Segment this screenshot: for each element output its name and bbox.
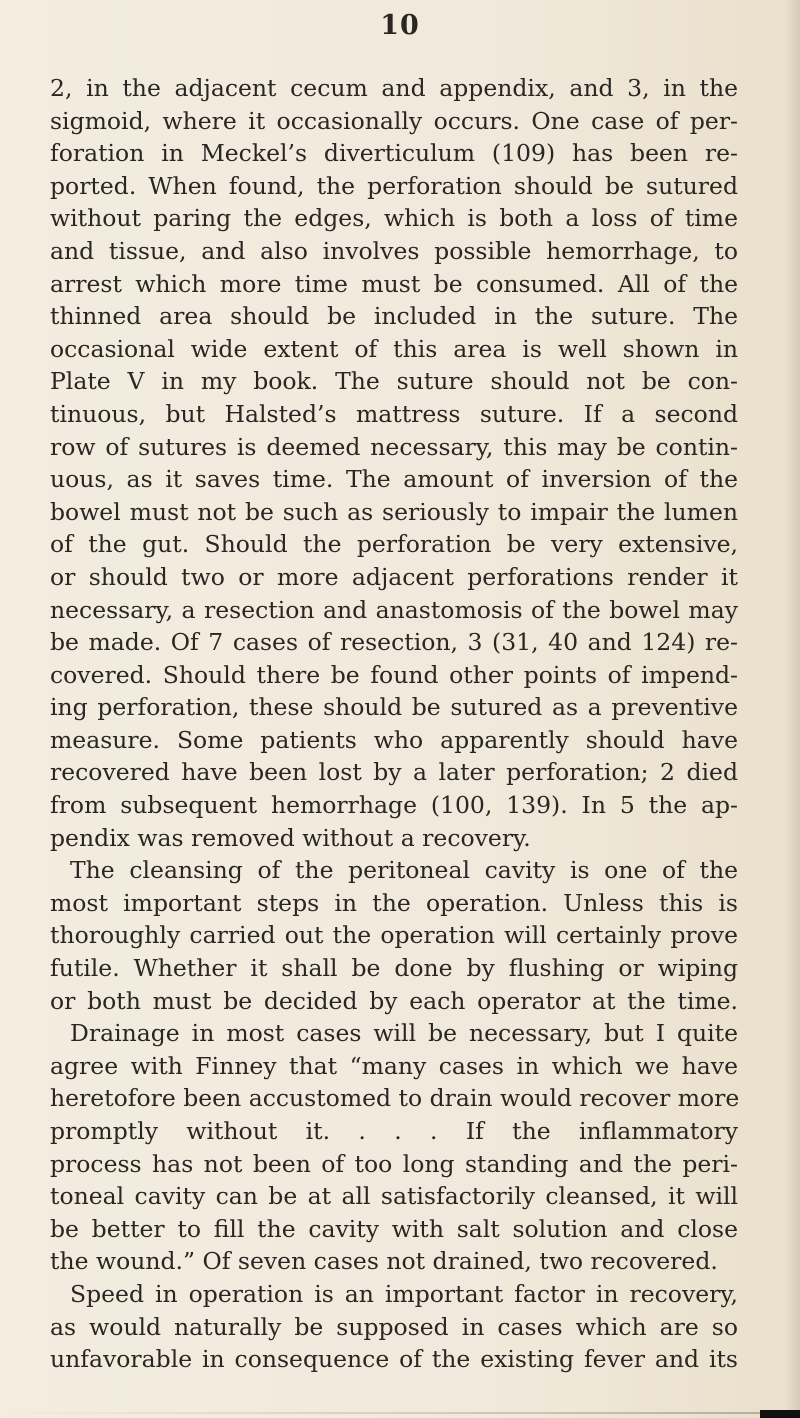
- text-line: or should two or more adjacent perforations render it: [50, 562, 738, 591]
- text-line: futile. Whether it shall be done by flushing or wiping: [50, 954, 738, 983]
- text-line: Plate V in my book. The suture should not be con-: [50, 367, 738, 396]
- text-line: agree with Finney that “many cases in which we have: [50, 1051, 738, 1080]
- text-line: foration in Meckel’s diverticulum (109) has been re-: [50, 139, 738, 168]
- text-line: thinned area should be included in the suture. The: [50, 302, 738, 331]
- text-line: 2, in the adjacent cecum and appendix, and 3, in the: [50, 74, 738, 102]
- text-line: ing perforation, these should be sutured as a preventive: [50, 693, 738, 722]
- text-line: Drainage in most cases will be necessary, but I quite: [70, 1019, 738, 1048]
- bottom-edge: [0, 1412, 760, 1414]
- text-line: pendix was removed without a recovery.: [50, 823, 531, 852]
- text-line: and tissue, and also involves possible hemorrhage, to: [50, 236, 738, 265]
- text-line: unfavorable in consequence of the existing fever and its: [50, 1345, 738, 1374]
- text-line: promptly without it. . . . If the inflammatory: [50, 1117, 738, 1145]
- text-line: the wound.” Of seven cases not drained, two recovered.: [50, 1247, 718, 1276]
- text-line: occasional wide extent of this area is well shown in: [50, 334, 738, 363]
- text-line: toneal cavity can be at all satisfactorily cleansed, it will: [50, 1182, 738, 1211]
- scan-corner-mark: [760, 1410, 800, 1418]
- text-line: tinuous, but Halsted’s mattress suture. If a second: [50, 399, 738, 428]
- text-line: sigmoid, where it occasionally occurs. One case of per-: [50, 106, 738, 135]
- page-number: 10: [380, 10, 420, 41]
- text-line: Speed in operation is an important factor in recovery,: [70, 1279, 738, 1308]
- text-line: measure. Some patients who apparently should have: [50, 725, 738, 754]
- text-line: ported. When found, the perforation should be sutured: [50, 171, 738, 200]
- text-line: heretofore been accustomed to drain would recover more: [50, 1084, 740, 1113]
- text-line: of the gut. Should the perforation be very extensive,: [50, 530, 738, 559]
- text-line: recovered have been lost by a later perforation; 2 died: [50, 758, 738, 787]
- text-line: be better to fill the cavity with salt solution and close: [50, 1214, 738, 1243]
- page-edge-shadow: [786, 0, 800, 1418]
- text-line: most important steps in the operation. Unless this is: [50, 888, 738, 917]
- text-line: necessary, a resection and anastomosis of the bowel may: [50, 595, 738, 624]
- text-line: as would naturally be supposed in cases which are so: [50, 1312, 738, 1341]
- text-line: uous, as it saves time. The amount of inversion of the: [50, 465, 738, 494]
- text-line: bowel must not be such as seriously to impair the lumen: [50, 497, 738, 526]
- text-line: be made. Of 7 cases of resection, 3 (31, 40 and 124) re-: [50, 628, 738, 657]
- text-line: or both must be decided by each operator at the time.: [50, 986, 738, 1015]
- text-line: row of sutures is deemed necessary, this may be contin-: [50, 432, 738, 461]
- text-line: arrest which more time must be consumed. All of the: [50, 269, 738, 298]
- body-text: [50, 72, 738, 1376]
- text-line: thoroughly carried out the operation will certainly prove: [50, 921, 738, 950]
- text-line: from subsequent hemorrhage (100, 139). In 5 the ap-: [50, 791, 738, 820]
- text-line: without paring the edges, which is both a loss of time: [50, 204, 738, 233]
- text-line: covered. Should there be found other points of impend-: [50, 660, 738, 689]
- text-line: The cleansing of the peritoneal cavity is one of the: [70, 856, 738, 885]
- text-line: process has not been of too long standing and the peri-: [50, 1149, 738, 1178]
